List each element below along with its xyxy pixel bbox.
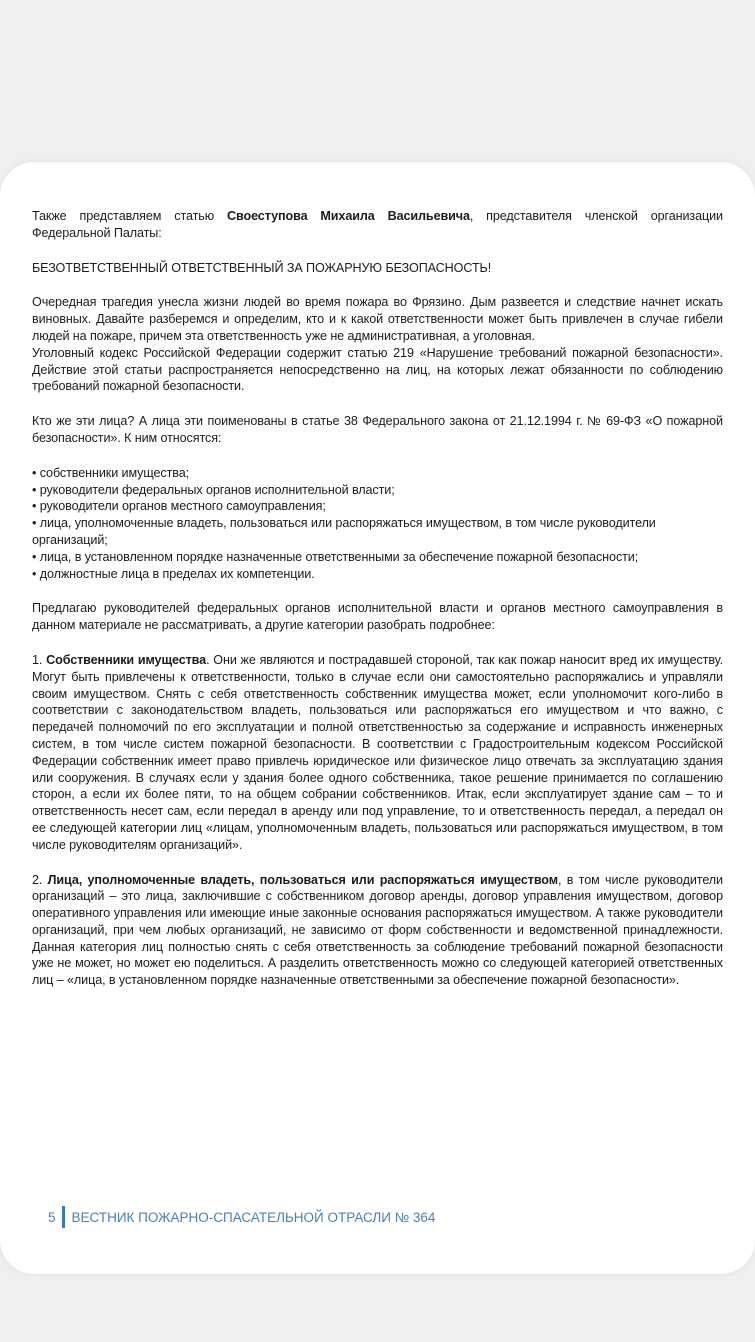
list-item: • руководители органов местного самоуправления; (32, 499, 326, 514)
intro-paragraph (32, 208, 723, 242)
page-footer (48, 1206, 435, 1228)
section-number: 1. (32, 652, 47, 667)
responsible-list (32, 465, 723, 583)
list-item: • лица, в установленном порядке назначенные ответственными за обеспечение пожарной безопасности; (32, 549, 639, 564)
paragraph-3: Кто же эти лица? А лица эти поименованы в статье 38 Федерального закона от 21.12.1994 г. № 69-ФЗ «О пожарной безопасности». К ним относятся: (32, 414, 723, 445)
section-title: Лица, уполномоченные владеть, пользоваться или распоряжаться имуществом (47, 872, 558, 887)
headline: БЕЗОТВЕТСТВЕННЫЙ ОТВЕТСТВЕННЫЙ ЗА ПОЖАРНУЮ БЕЗОПАСНОСТЬ! (32, 260, 492, 275)
section-number: 2. (32, 872, 48, 887)
article-body (32, 208, 723, 989)
page-number: 5 (48, 1209, 56, 1225)
section-2 (32, 872, 723, 990)
list-item: • лица, уполномоченные владеть, пользоваться или распоряжаться имуществом, в том числе руководители организаций; (32, 516, 656, 547)
document-page (0, 162, 755, 1274)
paragraph-2: Уголовный кодекс Российской Федерации содержит статью 219 «Нарушение требований пожарной безопасности». Действие этой статьи распространяется непосредственно на лиц, на которых лежат обязанности по соблюдению требований пожарной безопасности. (32, 345, 723, 394)
paragraph-1: Очередная трагедия унесла жизни людей во время пожара во Фрязино. Дым развеется и следствие начнет искать виновных. Давайте разберемся и определим, кто и к какой ответственности может быть привлечен в случае гибели людей на пожаре, причем эта ответственность уже не административная, а уголовная. (32, 295, 723, 343)
footer-divider (62, 1206, 65, 1228)
journal-title: ВЕСТНИК ПОЖАРНО-СПАСАТЕЛЬНОЙ ОТРАСЛИ № 364 (71, 1209, 436, 1225)
section-text: , в том числе руководители организаций – это лица, заключившие с собственником договор аренды, договор управления имуществом, договор оперативного управления или имеющие иные законные основания распоряжаться имуществом. А также руководители организаций, при чем любых организаций, не зависимо от форм собственности и ведомственной принадлежности. Данная категория лиц полностью снять с себя ответственность за соблюдение требований пожарной безопасности уже не может, но может ею поделиться. А разделить ответственность можно со следующей категорией ответственных лиц – «лица, в установленном порядке назначенные ответственными за обеспечение пожарной безопасности». (32, 872, 723, 988)
section-text: . Они же являются и пострадавшей стороной, так как пожар наносит вред их имуществу. Могут быть привлечены к ответственности, только в случае если они самостоятельно распоряжались и управляли своим имуществом. Снять с себя ответственность собственник имущества может, если уполномочит кого-либо в соответствии с законодательством владеть, пользоваться или распоряжаться его имуществом и что важно, с передачей полномочий по его эксплуатации и полной ответственностью за содержание и исправность инженерных систем, в том числе систем пожарной безопасности. В соответствии с Градостроительным кодексом Российской Федерации собственник имеет право привлечь юридическое или физическое лицо отвечать за эксплуатацию здания или сооружения. В случаях если у здания более одного собственника, такое решение принимается по соглашению сторон, а если их более пяти, то на общем собрании собственников. Итак, если эксплуатирует здание сам – то и ответственность несет сам, если передал в аренду или под управление, то и ответственность передал, а передал он ее следующей категории лиц «лицам, уполномоченным владеть, пользоваться или распоряжаться имуществом, в том числе руководителям организаций». (32, 652, 723, 852)
section-1 (32, 652, 723, 854)
intro-text-end: , представителя членской организации Федеральной Палаты: (32, 209, 723, 240)
list-item: • руководители федеральных органов исполнительной власти; (32, 482, 395, 497)
author-name: Своеступова Михаила Васильевича (227, 209, 470, 223)
section-title: Собственники имущества (46, 652, 207, 667)
paragraph-4: Предлагаю руководителей федеральных органов исполнительной власти и органов местного самоуправления в данном материале не рассматривать, а другие категории разобрать подробнее: (32, 601, 723, 633)
list-item: • собственники имущества; (32, 465, 190, 480)
list-item: • должностные лица в пределах их компетенции. (32, 566, 315, 581)
intro-text: Также представляем статью (32, 209, 227, 223)
